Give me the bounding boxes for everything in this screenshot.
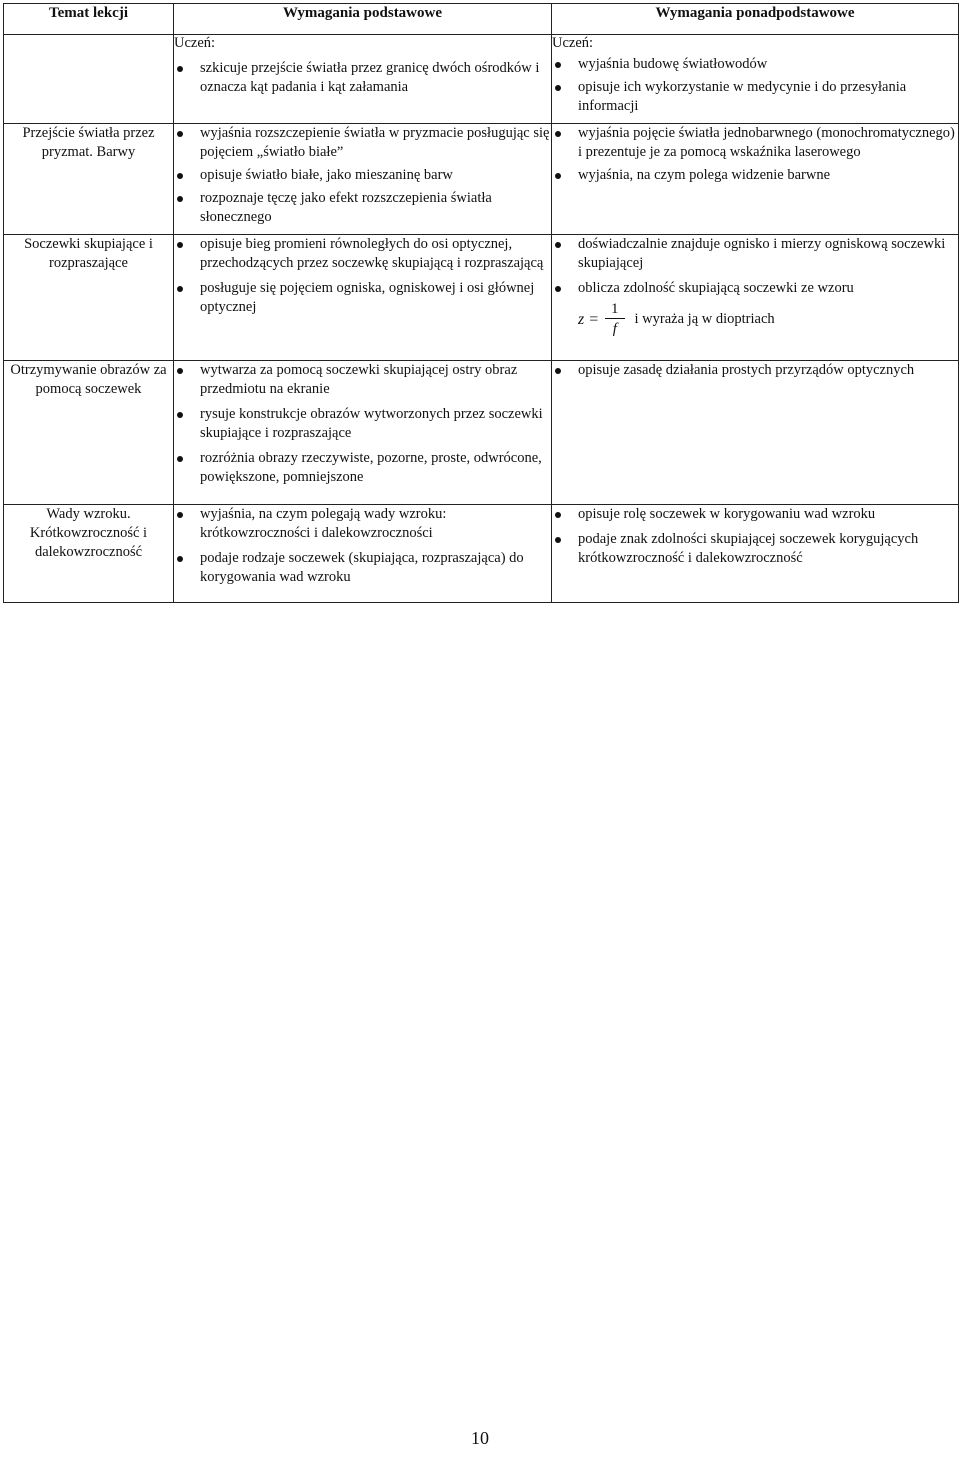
topic-cell: Przejście światła przez pryzmat. Barwy — [4, 124, 174, 235]
table-row — [4, 35, 959, 124]
basic-cell — [174, 124, 552, 235]
list-item: szkicuje przejście światła przez granicę dwóch ośrodków i oznacza kąt padania i kąt załamania — [174, 59, 551, 97]
formula-denominator: f — [612, 321, 617, 337]
page-number: 10 — [471, 1428, 489, 1448]
advanced-cell — [552, 505, 959, 603]
topic-cell: Soczewki skupiające i rozpraszające — [4, 235, 174, 361]
list-item: rysuje konstrukcje obrazów wytworzonych przez soczewki skupiające i rozpraszające — [174, 405, 551, 443]
list-item: wyjaśnia, na czym polegają wady wzroku: krótkowzroczności i dalekowzroczności — [174, 505, 551, 543]
table-row — [4, 124, 959, 235]
advanced-cell — [552, 361, 959, 505]
list-item: wyjaśnia, na czym polega widzenie barwne — [552, 166, 958, 185]
list-item: podaje rodzaje soczewek (skupiająca, rozpraszająca) do korygowania wad wzroku — [174, 549, 551, 587]
advanced-cell — [552, 235, 959, 361]
list-item: opisuje zasadę działania prostych przyrządów optycznych — [552, 361, 958, 380]
header-basic: Wymagania podstawowe — [174, 4, 552, 35]
advanced-cell — [552, 124, 959, 235]
basic-cell — [174, 361, 552, 505]
header-row — [4, 4, 959, 35]
requirements-table — [3, 3, 959, 603]
focusing-power-formula — [552, 300, 958, 339]
table-row — [4, 505, 959, 603]
topic-cell: Wady wzroku. Krótkowzroczność i dalekowzroczność — [4, 505, 174, 603]
list-item: rozróżnia obrazy rzeczywiste, pozorne, proste, odwrócone, powiększone, pomniejszone — [174, 449, 551, 487]
topic-cell: Otrzymywanie obrazów za pomocą soczewek — [4, 361, 174, 505]
basic-cell — [174, 505, 552, 603]
list-item: opisuje bieg promieni równoległych do osi optycznej, przechodzących przez soczewkę skupiającą i rozpraszającą — [174, 235, 551, 273]
list-item: wyjaśnia rozszczepienie światła w pryzmacie posługując się pojęciem „światło białe” — [174, 124, 551, 162]
advanced-cell — [552, 35, 959, 124]
list-item: oblicza zdolność skupiającą soczewki ze wzoru — [552, 279, 958, 298]
list-item: opisuje rolę soczewek w korygowaniu wad wzroku — [552, 505, 958, 524]
header-topic: Temat lekcji — [4, 4, 174, 35]
list-item: opisuje ich wykorzystanie w medycynie i do przesyłania informacji — [552, 78, 958, 116]
list-item: rozpoznaje tęczę jako efekt rozszczepienia światła słonecznego — [174, 189, 551, 227]
formula-numerator: 1 — [605, 300, 625, 319]
formula-fraction — [605, 300, 625, 339]
formula-suffix: i wyraża ją w dioptriach — [634, 311, 775, 327]
list-item: posługuje się pojęciem ogniska, ogniskowej i osi głównej optycznej — [174, 279, 551, 317]
list-item: opisuje światło białe, jako mieszaninę barw — [174, 166, 551, 185]
topic-cell — [4, 35, 174, 124]
formula-lhs: z = — [578, 311, 600, 328]
list-item: doświadczalnie znajduje ognisko i mierzy ogniskową soczewki skupiającej — [552, 235, 958, 273]
table-row — [4, 361, 959, 505]
list-item: wyjaśnia pojęcie światła jednobarwnego (monochromatycznego) i prezentuje je za pomocą wskaźnika laserowego — [552, 124, 958, 162]
list-item: wyjaśnia budowę światłowodów — [552, 55, 958, 74]
table-row — [4, 235, 959, 361]
basic-cell — [174, 235, 552, 361]
basic-cell — [174, 35, 552, 124]
header-advanced: Wymagania ponadpodstawowe — [552, 4, 959, 35]
list-item: podaje znak zdolności skupiającej soczewek korygujących krótkowzroczność i dalekowzroczność — [552, 530, 958, 568]
student-prefix: Uczeń: — [552, 35, 594, 51]
list-item: wytwarza za pomocą soczewki skupiającej ostry obraz przedmiotu na ekranie — [174, 361, 551, 399]
student-prefix: Uczeń: — [174, 35, 216, 51]
